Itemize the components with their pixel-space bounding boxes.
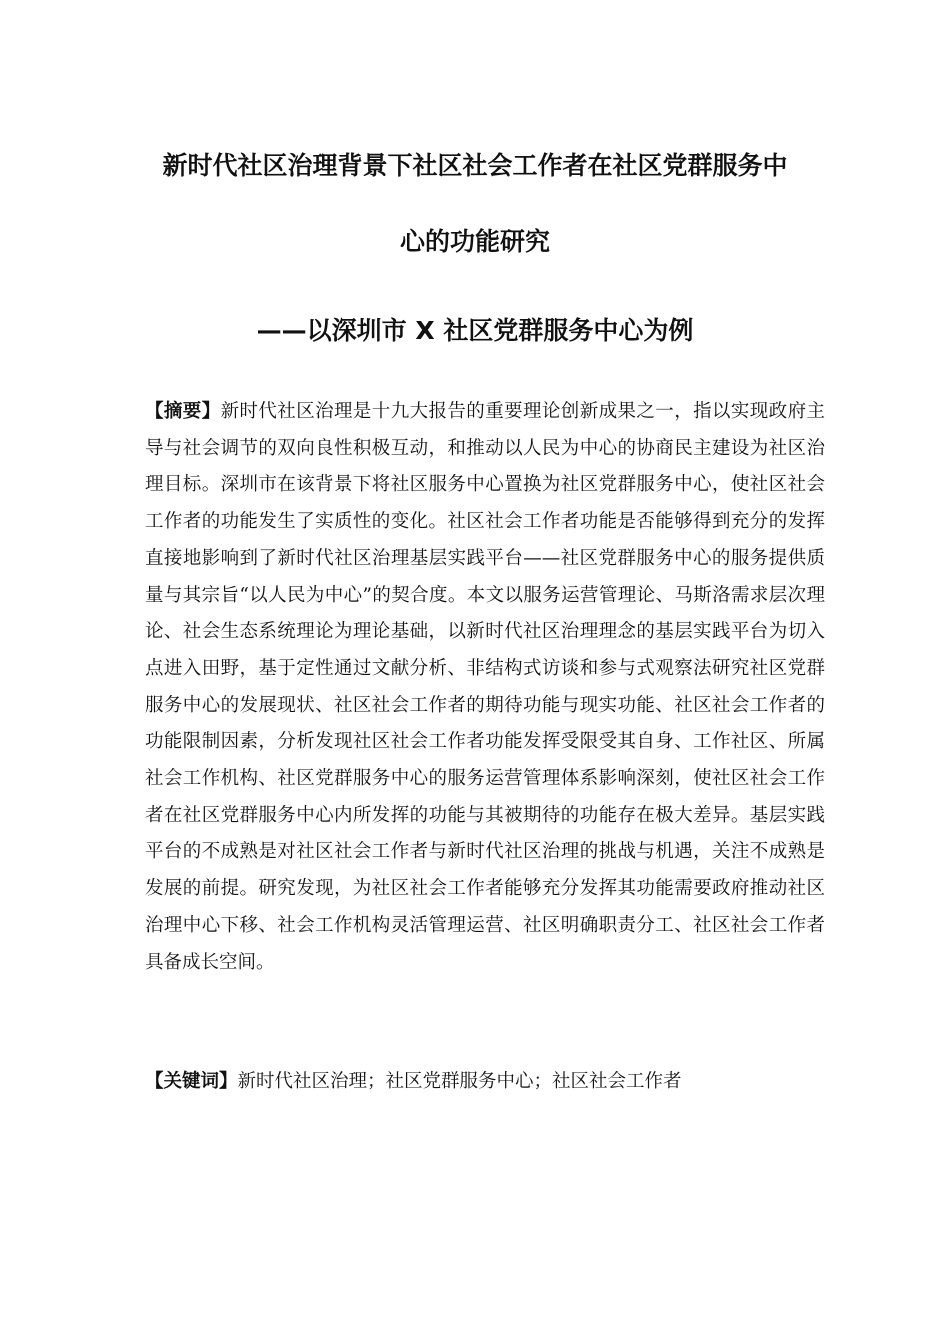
keywords-label: 【关键词】 [145, 1071, 238, 1092]
abstract-paragraph [145, 394, 825, 981]
keywords-paragraph [145, 1064, 825, 1100]
subtitle: ——以深圳市 X 社区党群服务中心为例 [256, 316, 694, 345]
title-line-2: 心的功能研究 [399, 227, 550, 256]
abstract-label: 【摘要】 [145, 401, 221, 422]
abstract-text: 新时代社区治理是十九大报告的重要理论创新成果之一，指以实现政府主导与社会调节的双向良性积极互动，和推动以人民为中心的协商民主建设为社区治理目标。深圳市在该背景下将社区服务中心置换为社区党群服务中心，使社区社会工作者的功能发生了实质性的变化。社区社会工作者功能是否能够得到充分的发挥直接地影响到了新时代社区治理基层实践平台——社区党群服务中心的服务提供质量与其宗旨“以人民为中心”的契合度。本文以服务运营管理论、马斯洛需求层次理论、社会生态系统理论为理论基础，以新时代社区治理理念的基层实践平台为切入点进入田野，基于定性通过文献分析、非结构式访谈和参与式观察法研究社区党群服务中心的发展现状、社区社会工作者的期待功能与现实功能、社区社会工作者的功能限制因素，分析发现社区社会工作者功能发挥受限受其自身、工作社区、所属社会工作机构、社区党群服务中心的服务运营管理体系影响深刻，使社区社会工作者在社区党群服务中心内所发挥的功能与其被期待的功能存在极大差异。基层实践平台的不成熟是对社区社会工作者与新时代社区治理的挑战与机遇，关注不成熟是发展的前提。研究发现，为社区社会工作者能够充分发挥其功能需要政府推动社区治理中心下移、社会工作机构灵活管理运营、社区明确职责分工、社区社会工作者具备成长空间。 [145, 401, 825, 973]
title-line-1: 新时代社区治理背景下社区社会工作者在社区党群服务中 [162, 151, 788, 180]
keywords-text: 新时代社区治理；社区党群服务中心；社区社会工作者 [237, 1071, 682, 1092]
